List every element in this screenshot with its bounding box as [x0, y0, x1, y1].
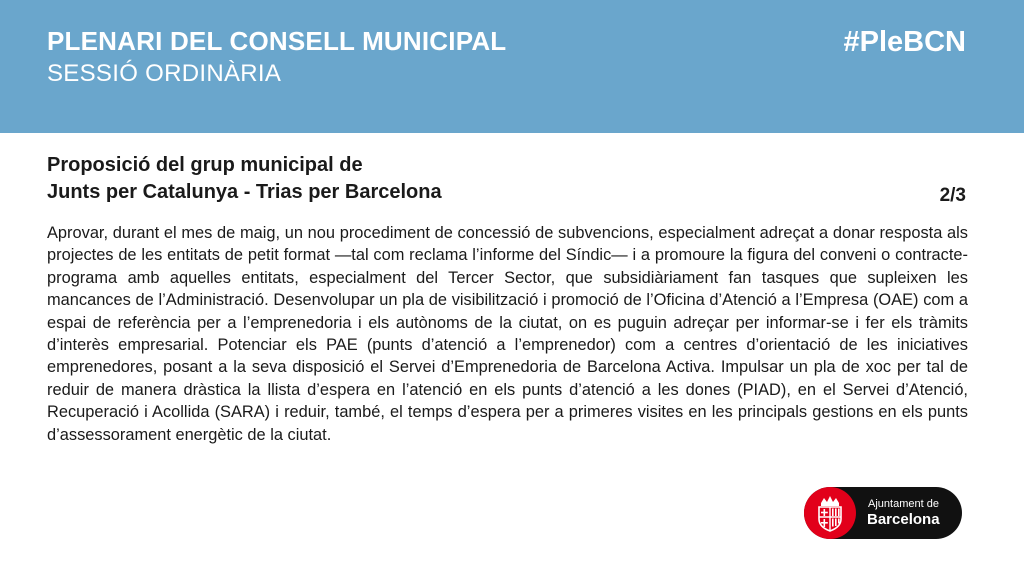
- logo-text-line2: Barcelona: [867, 511, 940, 528]
- ajuntament-logo: [804, 487, 962, 539]
- proposal-title: [47, 152, 847, 206]
- proposal-title-line1: Proposició del grup municipal de: [47, 154, 363, 176]
- session-subtitle: SESSIÓ ORDINÀRIA: [47, 60, 282, 87]
- page-indicator: 2/3: [939, 185, 966, 206]
- session-title: PLENARI DEL CONSELL MUNICIPAL: [47, 26, 507, 56]
- proposal-body: Aprovar, durant el mes de maig, un nou procediment de concessió de subvencions, especialment adreçat a donar resposta als projectes de les entitats de petit format —tal com reclama l’informe del Síndic— i a promoure la figura del conveni o contracte-programa amb aquelles entitats, especialment del Tercer Sector, que subsidiàriament fan tasques que supleixen les mancances de l’Administració. Desenvolupar un pla de visibilització i promoció de l’Oficina d’Atenció a l’Empresa (OAE) com a espai de referència per a l’emprenedoria i els autònoms de la ciutat, on es puguin adreçar per informar-se i fer els tràmits d’interès empresarial. Potenciar els PAE (punts d’atenció a l’emprenedor) com a centres d’orientació de les iniciatives emprenedores, posant a la seva disposició el Servei d’Emprenedoria de Barcelona Activa. Impulsar un pla de xoc per tal de reduir de manera dràstica la llista d’espera en l’atenció en els punts d’atenció a les dones (PIAD), en el Servei d’Atenció, Recuperació i Acollida (SARA) i reduir, també, el temps d’espera per a primeres visites en les principals gestions en els punts d’assessorament energètic de la ciutat.: [47, 224, 968, 444]
- logo-text-line1: Ajuntament de: [868, 498, 939, 510]
- barcelona-coat-of-arms-icon: [804, 487, 856, 539]
- proposal-title-line2: Junts per Catalunya - Trias per Barcelona: [47, 181, 442, 203]
- header-banner: [0, 0, 1024, 133]
- hashtag: #PleBCN: [843, 26, 966, 58]
